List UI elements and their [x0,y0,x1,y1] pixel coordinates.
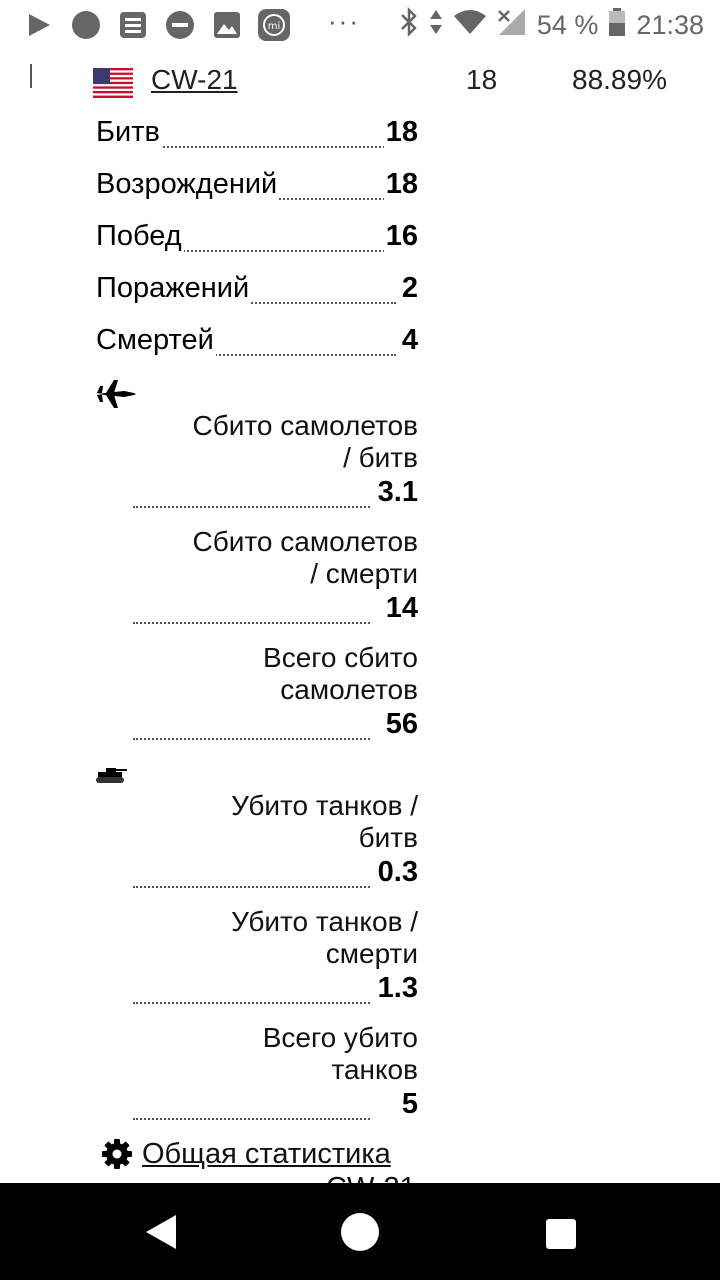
leader-dots [133,622,370,624]
data-arrows-icon [429,8,443,43]
stat-label-line1: Всего сбито [263,642,418,673]
mi-icon [259,10,289,40]
stat-row-deaths [96,324,418,364]
system-status [399,8,704,42]
stat-row-battles [96,116,418,156]
home-button[interactable] [339,1211,381,1253]
stat-row-defeats [96,272,418,312]
ground-stat-kills-per-death [133,906,418,1006]
stat-label-line1: Убито танков / [231,790,418,821]
leader-dots [133,886,370,888]
stat-label-line1: Убито танков / [231,906,418,937]
stat-label-line1: Сбито самолетов [192,526,418,557]
recents-button[interactable] [544,1217,586,1259]
usa-flag-icon [93,68,133,98]
stat-label-line2: самолетов [280,674,418,705]
header-battles: 18 [466,64,498,95]
stat-label-line1: Всего убито [262,1022,418,1053]
stat-label: Поражений [96,272,250,304]
ground-stat-total-kills [133,1022,418,1122]
circle-icon [71,10,101,40]
stat-row-wins [96,220,418,260]
image-icon [212,10,242,40]
row-marker [30,64,32,88]
clock: 21:38 [636,9,704,40]
stat-row-respawns [96,168,418,208]
status-bar [0,0,720,50]
stat-value: 16 [385,220,418,252]
stat-label: Смертей [96,324,214,356]
notification-icons [24,10,289,40]
navigation-bar [0,1183,720,1280]
stat-label-line2: танков [331,1054,418,1085]
stat-label-line2: / смерти [310,558,418,589]
dnd-icon [165,10,195,40]
stat-value: 5 [401,1088,418,1120]
signal-off-icon [497,7,527,44]
tank-icon [94,762,128,786]
svg-text:mi: mi [267,21,281,32]
stat-value: 1.3 [377,972,418,1004]
leader-dots [133,1002,370,1004]
stat-label: Битв [96,116,160,148]
stat-value: 18 [385,168,418,200]
stat-value: 56 [385,708,418,740]
air-stat-total-kills [133,642,418,742]
vehicle-header-row [0,58,720,98]
ground-stat-kills-per-battle [133,790,418,890]
battery-icon [608,7,626,44]
vehicle-stats-panel [0,50,720,1183]
stat-label-line2: смерти [325,938,418,969]
leader-dots [133,506,370,508]
general-stats-link-text[interactable]: Общая статистика [142,1138,391,1170]
air-stat-kills-per-battle [133,410,418,510]
leader-dots [133,1118,370,1120]
header-win-rate: 88.89% [572,64,667,95]
back-button[interactable] [140,1211,182,1253]
stat-label-line2: битв [358,822,418,853]
air-stat-kills-per-death [133,526,418,626]
stat-value: 14 [385,592,418,624]
vehicle-name-link[interactable]: CW-21 [151,64,238,95]
leader-dots [133,738,370,740]
stat-value: 0.3 [377,856,418,888]
wifi-icon [453,8,487,43]
stat-value: 3.1 [377,476,418,508]
stat-label: Возрождений [96,168,278,200]
gear-icon [100,1137,134,1171]
battery-percent: 54 % [536,9,599,40]
stat-label-line2: / битв [343,442,418,473]
overflow-indicator: ··· [328,6,360,36]
stat-value: 4 [401,324,418,356]
stat-label-line1: Сбито самолетов [192,410,418,441]
news-icon [118,10,148,40]
stat-value: 2 [401,272,418,304]
fighter-jet-icon [94,378,138,410]
play-icon [24,10,54,40]
stat-label: Побед [96,220,182,252]
bluetooth-icon [399,7,419,44]
stat-value: 18 [385,116,418,148]
